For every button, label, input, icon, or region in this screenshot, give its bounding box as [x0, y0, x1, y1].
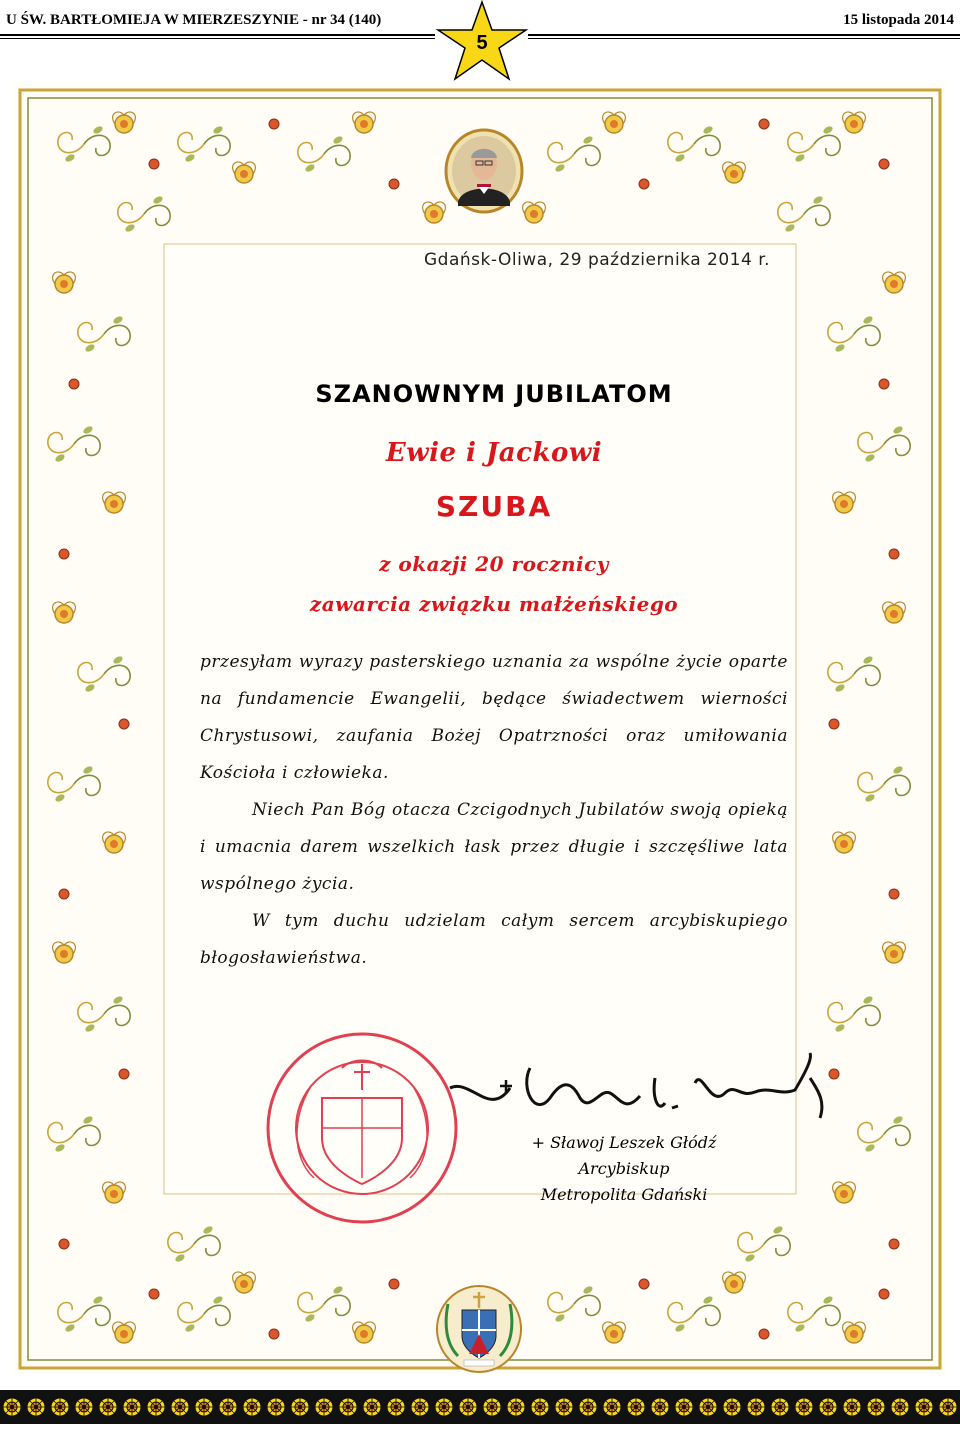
- occasion-line-1: z okazji 20 rocznicy: [379, 552, 609, 576]
- header-rule-right: [528, 34, 960, 36]
- signatory-office: Metropolita Gdański: [540, 1185, 708, 1204]
- publication-title: U ŚW. BARTŁOMIEJA W MIERZESZYNIE - nr 34 (140): [6, 12, 382, 28]
- header-rule-right-thin: [528, 38, 960, 39]
- archbishop-seal: [262, 1028, 462, 1228]
- signatory-block: [504, 1130, 744, 1208]
- occasion-line-2: zawarcia związku małżeńskiego: [309, 592, 679, 616]
- body-paragraph-3: W tym duchu udzielam całym sercem arcybiskupiego błogosławieństwa.: [200, 911, 788, 968]
- place-date: Gdańsk-Oliwa, 29 października 2014 r.: [424, 250, 771, 270]
- signatory-title: Arcybiskup: [578, 1159, 670, 1178]
- coat-of-arms-icon: [434, 1284, 524, 1374]
- signatory-name: + Sławoj Leszek Głódź: [531, 1133, 717, 1152]
- jubilee-certificate: [14, 84, 946, 1374]
- body-paragraph-1: przesyłam wyrazy pasterskiego uznania za wspólne życie oparte na fundamencie Ewangelii, będące świadectwem wierności Chrystusowi, zaufania Bożej Opatrzności oraz umiłowania Kościoła i człowieka.: [200, 652, 788, 783]
- page-number: 5: [476, 32, 488, 54]
- certificate-body: [200, 644, 788, 977]
- archbishop-portrait: [444, 128, 524, 214]
- signature: [440, 1048, 840, 1128]
- jubilarian-surname: SZUBA: [435, 490, 553, 523]
- jubilarian-names: Ewie i Jackowi: [385, 438, 603, 468]
- issue-date: 15 listopada 2014: [843, 12, 954, 28]
- decorative-footer: [0, 1382, 960, 1430]
- page-header: [0, 0, 960, 70]
- header-rule-left-thin: [0, 38, 435, 39]
- certificate-heading: SZANOWNYM JUBILATOM: [315, 380, 673, 408]
- body-paragraph-2: Niech Pan Bóg otacza Czcigodnych Jubilatów swoją opieką i umacnia darem wszelkich łask przez długie i szczęśliwe lata wspólnego życia.: [200, 800, 788, 894]
- header-rule-left: [0, 34, 435, 36]
- footer-ornament-band: [0, 1390, 960, 1424]
